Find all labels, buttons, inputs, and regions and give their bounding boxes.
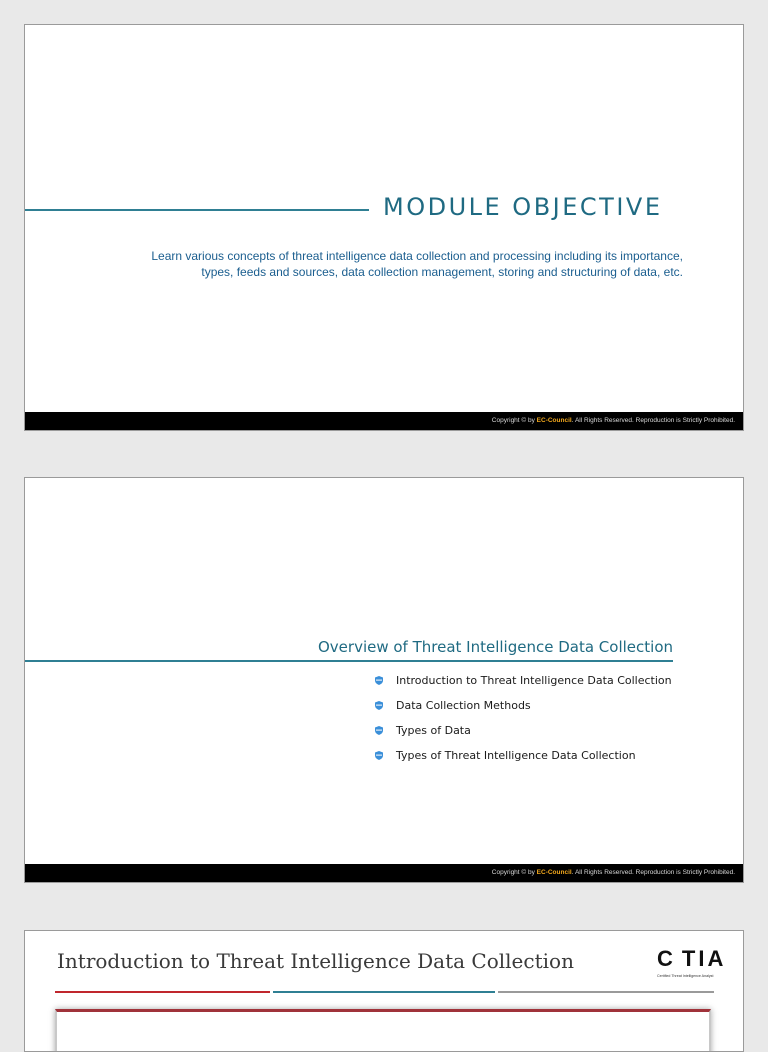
shield-bullet-icon (375, 676, 383, 685)
description-line: types, feeds and sources, data collection management, storing and structuring of data, etc. (201, 265, 683, 279)
shield-bullet-icon (375, 701, 383, 710)
brand-name: EC-Council (536, 869, 572, 876)
copyright-prefix: Copyright © by (491, 869, 537, 876)
list-item-label: Introduction to Threat Intelligence Data Collection (396, 674, 672, 687)
list-item (375, 668, 672, 693)
brand-name: EC-Council (536, 417, 572, 424)
slide-title: MODULE OBJECTIVE (383, 193, 663, 221)
logo-wordmark (657, 945, 727, 973)
divider-grey (498, 991, 714, 993)
copyright-suffix: . All Rights Reserved. Reproduction is Strictly Prohibited. (571, 869, 735, 876)
list-item-label: Types of Data (396, 724, 471, 737)
list-item (375, 693, 672, 718)
content-frame (55, 1009, 711, 1052)
list-item-label: Data Collection Methods (396, 699, 531, 712)
shield-bullet-icon (375, 751, 383, 760)
copyright-suffix: . All Rights Reserved. Reproduction is Strictly Prohibited. (571, 417, 735, 424)
copyright-prefix: Copyright © by (491, 417, 537, 424)
slide-title: Overview of Threat Intelligence Data Collection (317, 638, 673, 656)
shield-bullet-icon (375, 726, 383, 735)
description-line: Learn various concepts of threat intelligence data collection and processing including its importance, (151, 249, 683, 263)
slide-title: Introduction to Threat Intelligence Data Collection (57, 949, 574, 973)
logo-letters-tia: TIA (681, 946, 727, 971)
topic-list (375, 668, 672, 768)
list-item-label: Types of Threat Intelligence Data Collection (396, 749, 636, 762)
copyright-footer (25, 864, 743, 882)
divider-red (55, 991, 270, 993)
slide-module-objective (24, 24, 744, 431)
list-item (375, 718, 672, 743)
title-rule (25, 660, 673, 662)
ctia-logo (657, 945, 727, 989)
list-item (375, 743, 672, 768)
title-rule (25, 209, 369, 211)
logo-letter-c: C (657, 946, 676, 971)
slide-introduction (24, 930, 744, 1052)
logo-tagline: Certified Threat Intelligence Analyst (657, 974, 714, 978)
divider-blue (273, 991, 495, 993)
copyright-footer (25, 412, 743, 430)
slide-description (63, 248, 683, 280)
slide-overview (24, 477, 744, 883)
